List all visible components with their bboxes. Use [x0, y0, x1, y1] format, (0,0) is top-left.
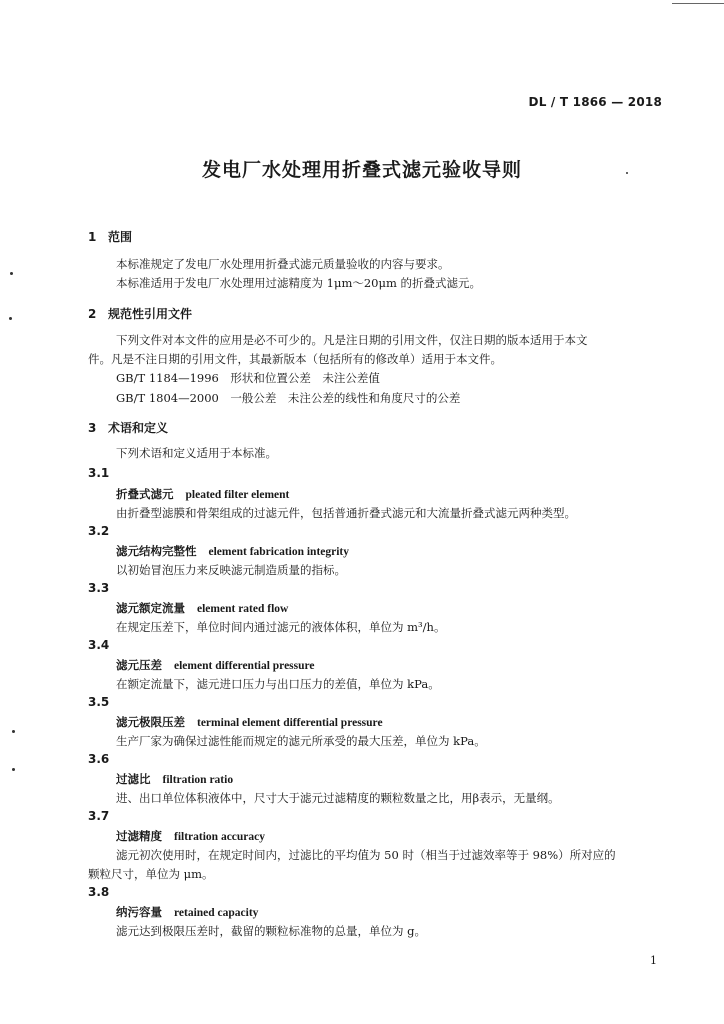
term-number: 3.6: [88, 752, 110, 766]
section-title: 规范性引用文件: [108, 307, 193, 321]
term-heading: [116, 771, 233, 787]
term-heading: [116, 714, 383, 730]
term-definition: 在规定压差下，单位时间内通过滤元的液体体积，单位为 m³/h。: [116, 620, 446, 634]
term-cn: 过滤比: [116, 772, 151, 786]
scan-edge-line: [672, 3, 724, 4]
term-definition: 由折叠型滤膜和骨架组成的过滤元件，包括普通折叠式滤元和大流量折叠式滤元两种类型。: [116, 506, 576, 520]
term-en: terminal element differential pressure: [197, 717, 383, 729]
term-definition: 在额定流量下，滤元进口压力与出口压力的差值，单位为 kPa。: [116, 677, 440, 691]
term-cn: 过滤精度: [116, 829, 162, 843]
term-heading: [116, 904, 258, 920]
paragraph: 下列术语和定义适用于本标准。: [116, 446, 277, 460]
term-cn: 纳污容量: [116, 905, 162, 919]
term-heading: [116, 657, 315, 673]
term-number: 3.3: [88, 581, 110, 595]
paragraph: 件。凡是不注日期的引用文件，其最新版本（包括所有的修改单）适用于本文件。: [88, 352, 502, 366]
section-number: 1: [88, 230, 97, 244]
term-heading: [116, 600, 288, 616]
standard-number: DL / T 1866 — 2018: [528, 95, 662, 109]
term-definition: 以初始冒泡压力来反映滤元制造质量的指标。: [116, 563, 346, 577]
paragraph: 下列文件对本文件的应用是必不可少的。凡是注日期的引用文件，仅注日期的版本适用于本文: [116, 333, 588, 347]
term-number: 3.5: [88, 695, 110, 709]
term-cn: 滤元极限压差: [116, 715, 185, 729]
term-heading: [116, 828, 265, 844]
term-definition: 滤元达到极限压差时，截留的颗粒标准物的总量，单位为 g。: [116, 924, 427, 938]
section-heading-1: [88, 228, 132, 245]
term-number: 3.4: [88, 638, 110, 652]
term-en: element rated flow: [197, 603, 289, 615]
term-cn: 滤元结构完整性: [116, 544, 197, 558]
paragraph: 本标准规定了发电厂水处理用折叠式滤元质量验收的内容与要求。: [116, 257, 450, 271]
term-heading: [116, 543, 349, 559]
term-number: 3.1: [88, 466, 110, 480]
section-title: 范围: [108, 230, 133, 244]
term-heading: [116, 486, 289, 502]
term-number: 3.8: [88, 885, 110, 899]
term-en: element differential pressure: [174, 660, 315, 672]
reference-item: GB/T 1184—1996 形状和位置公差 未注公差值: [116, 371, 380, 385]
section-number: 2: [88, 307, 97, 321]
term-number: 3.7: [88, 809, 110, 823]
term-definition: 生产厂家为确保过滤性能而规定的滤元所承受的最大压差，单位为 kPa。: [116, 734, 486, 748]
page-number: 1: [650, 954, 657, 967]
term-en: element fabrication integrity: [208, 546, 350, 558]
term-en: filtration ratio: [162, 774, 234, 786]
term-en: retained capacity: [174, 907, 259, 919]
term-definition: 滤元初次使用时，在规定时间内，过滤比的平均值为 50 时（相当于过滤效率等于 98%）所对应的: [116, 848, 616, 862]
term-definition-continued: 颗粒尺寸，单位为 μm。: [88, 867, 214, 881]
scan-speck: [12, 730, 15, 733]
term-cn: 滤元额定流量: [116, 601, 185, 615]
page-title: 发电厂水处理用折叠式滤元验收导则: [201, 159, 522, 181]
term-en: filtration accuracy: [174, 831, 266, 843]
term-definition: 进、出口单位体积液体中，尺寸大于滤元过滤精度的颗粒数量之比，用β表示，无量纲。: [116, 791, 560, 805]
section-title: 术语和定义: [108, 421, 169, 435]
term-number: 3.2: [88, 524, 110, 538]
term-cn: 滤元压差: [116, 658, 162, 672]
section-heading-2: [88, 305, 192, 322]
section-heading-3: [88, 419, 168, 436]
scan-speck: [9, 317, 12, 320]
scan-speck: [10, 272, 13, 275]
scan-speck: [626, 172, 628, 174]
section-number: 3: [88, 421, 97, 435]
paragraph: 本标准适用于发电厂水处理用过滤精度为 1μm～20μm 的折叠式滤元。: [116, 276, 482, 290]
scan-speck: [12, 768, 15, 771]
term-cn: 折叠式滤元: [116, 487, 174, 501]
reference-item: GB/T 1804—2000 一般公差 未注公差的线性和角度尺寸的公差: [116, 391, 461, 405]
term-en: pleated filter element: [185, 489, 290, 501]
